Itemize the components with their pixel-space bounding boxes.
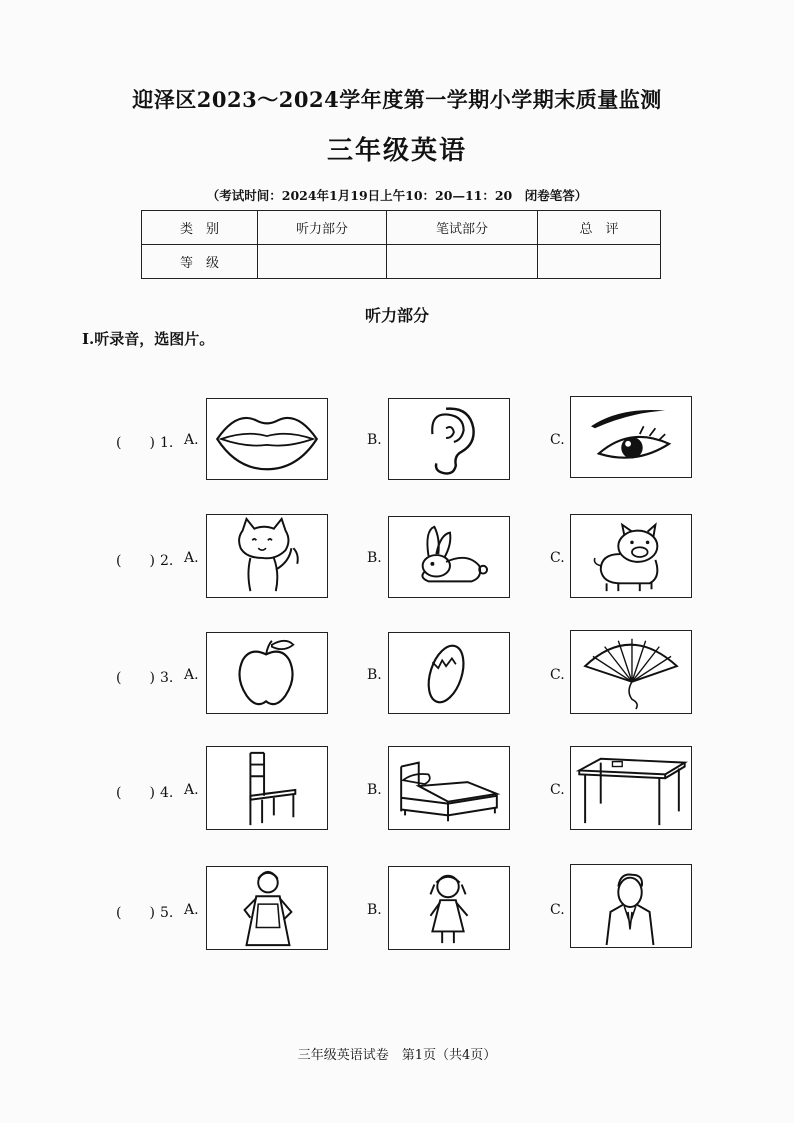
grade-table-cell: 总 评 — [538, 211, 661, 245]
chair-icon — [207, 747, 327, 829]
option-1c-image[interactable] — [570, 396, 692, 478]
option-3c-image[interactable] — [570, 630, 692, 714]
answer-paren[interactable]: ( ) — [116, 905, 155, 921]
exam-title: 迎泽区2023～2024学年度第一学期小学期末质量监测 — [132, 87, 662, 112]
option-label: B. — [367, 667, 382, 683]
option-label: C. — [550, 782, 565, 798]
section-title: 听力部分 — [364, 306, 429, 325]
option-label: C. — [550, 667, 565, 683]
option-label: B. — [367, 550, 382, 566]
option-4b-image[interactable] — [388, 746, 510, 830]
question-number: 1. — [160, 435, 174, 451]
option-3b-image[interactable] — [388, 632, 510, 714]
question-number: 5. — [160, 905, 174, 921]
question-number: 4. — [160, 785, 174, 801]
exam-time-note: （考试时间：2024年1月19日上午10：20—11：20 闭卷笔答） — [206, 188, 588, 203]
question-4-label — [116, 782, 173, 802]
option-2a-image[interactable] — [206, 514, 328, 598]
fan-icon — [571, 631, 691, 713]
woman-icon — [207, 867, 327, 949]
option-label: C. — [550, 432, 565, 448]
option-3a-image[interactable] — [206, 632, 328, 714]
ear-icon — [389, 399, 509, 479]
grade-table-cell: 笔试部分 — [387, 211, 538, 245]
question-number: 2. — [160, 553, 174, 569]
question-2-label — [116, 550, 173, 570]
grade-table-cell: 等 级 — [142, 245, 258, 279]
option-label: A. — [184, 667, 199, 683]
grade-table-cell: 听力部分 — [258, 211, 387, 245]
rabbit-icon — [389, 517, 509, 597]
option-5a-image[interactable] — [206, 866, 328, 950]
option-1b-image[interactable] — [388, 398, 510, 480]
option-5c-image[interactable] — [570, 864, 692, 948]
answer-paren[interactable]: ( ) — [116, 435, 155, 451]
grade-table-level-row — [142, 245, 661, 279]
option-label: B. — [367, 902, 382, 918]
option-2c-image[interactable] — [570, 514, 692, 598]
option-label: A. — [184, 782, 199, 798]
apple-icon — [207, 633, 327, 713]
grade-table-header-row — [142, 211, 661, 245]
instruction: Ⅰ.听录音，选图片。 — [82, 330, 215, 348]
answer-paren[interactable]: ( ) — [116, 670, 155, 686]
lips-icon — [207, 399, 327, 479]
option-4c-image[interactable] — [570, 746, 692, 830]
bed-icon — [389, 747, 509, 829]
grade-table — [141, 210, 661, 279]
eye-icon — [571, 397, 691, 477]
option-label: B. — [367, 432, 382, 448]
option-label: B. — [367, 782, 382, 798]
option-label: C. — [550, 550, 565, 566]
answer-paren[interactable]: ( ) — [116, 785, 155, 801]
option-5b-image[interactable] — [388, 866, 510, 950]
girl-icon — [389, 867, 509, 949]
question-1-label — [116, 432, 173, 452]
option-4a-image[interactable] — [206, 746, 328, 830]
option-label: A. — [184, 902, 199, 918]
man-icon — [571, 865, 691, 947]
listening-grade-cell[interactable] — [258, 245, 387, 279]
option-2b-image[interactable] — [388, 516, 510, 598]
egg-icon — [389, 633, 509, 713]
table-icon — [571, 747, 691, 829]
option-1a-image[interactable] — [206, 398, 328, 480]
overall-grade-cell[interactable] — [538, 245, 661, 279]
cat-icon — [207, 515, 327, 597]
question-number: 3. — [160, 670, 174, 686]
written-grade-cell[interactable] — [387, 245, 538, 279]
exam-subtitle: 三年级英语 — [326, 136, 467, 166]
option-label: A. — [184, 432, 199, 448]
page-footer: 三年级英语试卷 第1页（共4页） — [297, 1048, 497, 1063]
grade-table-cell: 类 别 — [142, 211, 258, 245]
answer-paren[interactable]: ( ) — [116, 553, 155, 569]
question-3-label — [116, 667, 173, 687]
question-5-label — [116, 902, 173, 922]
pig-icon — [571, 515, 691, 597]
option-label: C. — [550, 902, 565, 918]
option-label: A. — [184, 550, 199, 566]
